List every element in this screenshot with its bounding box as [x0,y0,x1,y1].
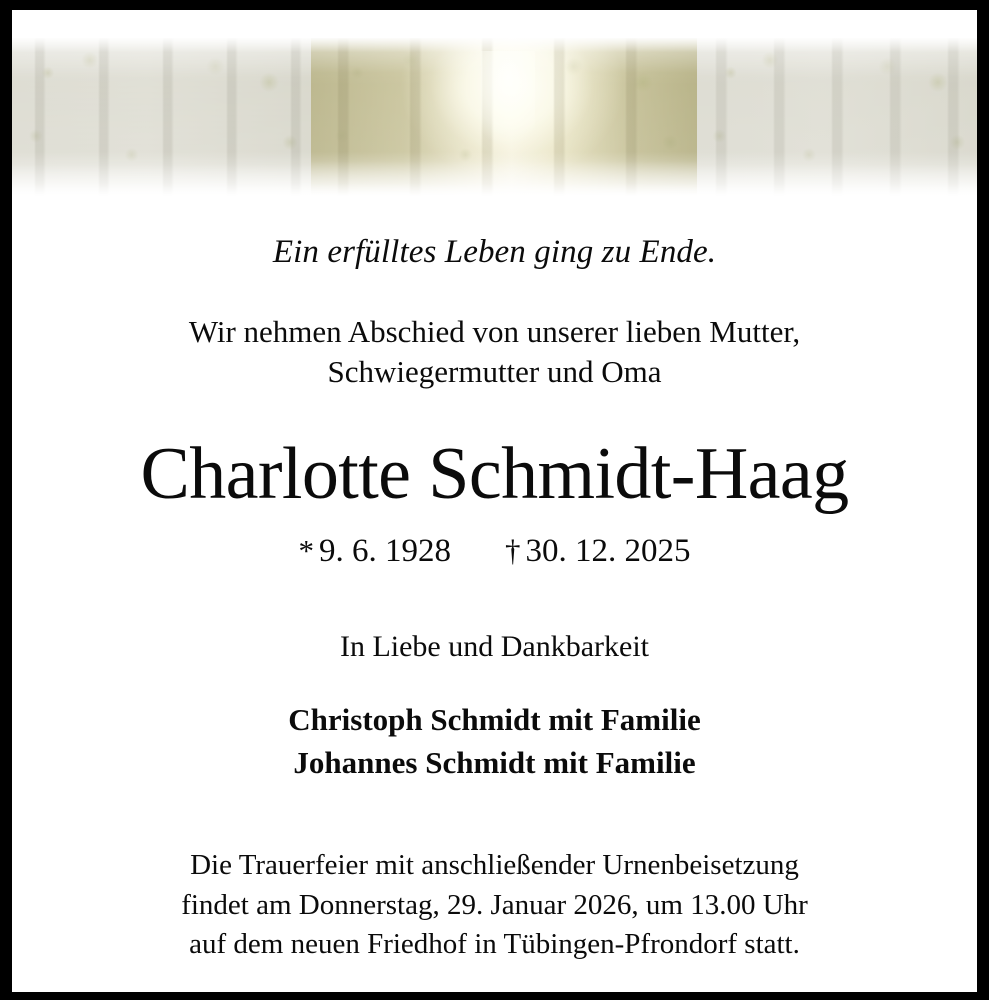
image-fade-overlay [12,38,977,196]
funeral-arrangements [70,846,920,964]
arrangements-line-3: auf dem neuen Friedhof in Tübingen-Pfrondorf statt. [189,928,800,961]
border-right [977,0,989,1000]
intro-line-1: Wir nehmen Abschied von unserer lieben Mutter, [188,314,801,350]
birth-symbol-icon: * [298,532,314,568]
motto-text: Ein erfülltes Leben ging zu Ende. [272,234,717,270]
dedication-text: In Liebe und Dankbarkeit [339,629,650,663]
header-image [12,38,977,196]
intro-text [80,312,910,391]
survivors-list [12,699,977,785]
life-dates [12,533,977,569]
birth-date: 9. 6. 1928 [319,532,451,569]
border-top [0,0,989,10]
survivor-line: Johannes Schmidt mit Familie [293,744,696,780]
arrangements-line-1: Die Trauerfeier mit anschließender Urnenbeisetzung [190,849,799,882]
survivor-line: Christoph Schmidt mit Familie [288,701,701,737]
death-date: 30. 12. 2025 [525,532,691,569]
border-left [0,0,12,1000]
deceased-name: Charlotte Schmidt-Haag [140,432,849,515]
border-bottom [0,992,989,1000]
notice-inner [12,10,977,992]
cross-symbol-icon: † [505,532,521,568]
notice-body [12,206,977,965]
intro-line-2: Schwiegermutter und Oma [327,353,662,389]
arrangements-line-2: findet am Donnerstag, 29. Januar 2026, um 13.00 Uhr [181,888,808,921]
